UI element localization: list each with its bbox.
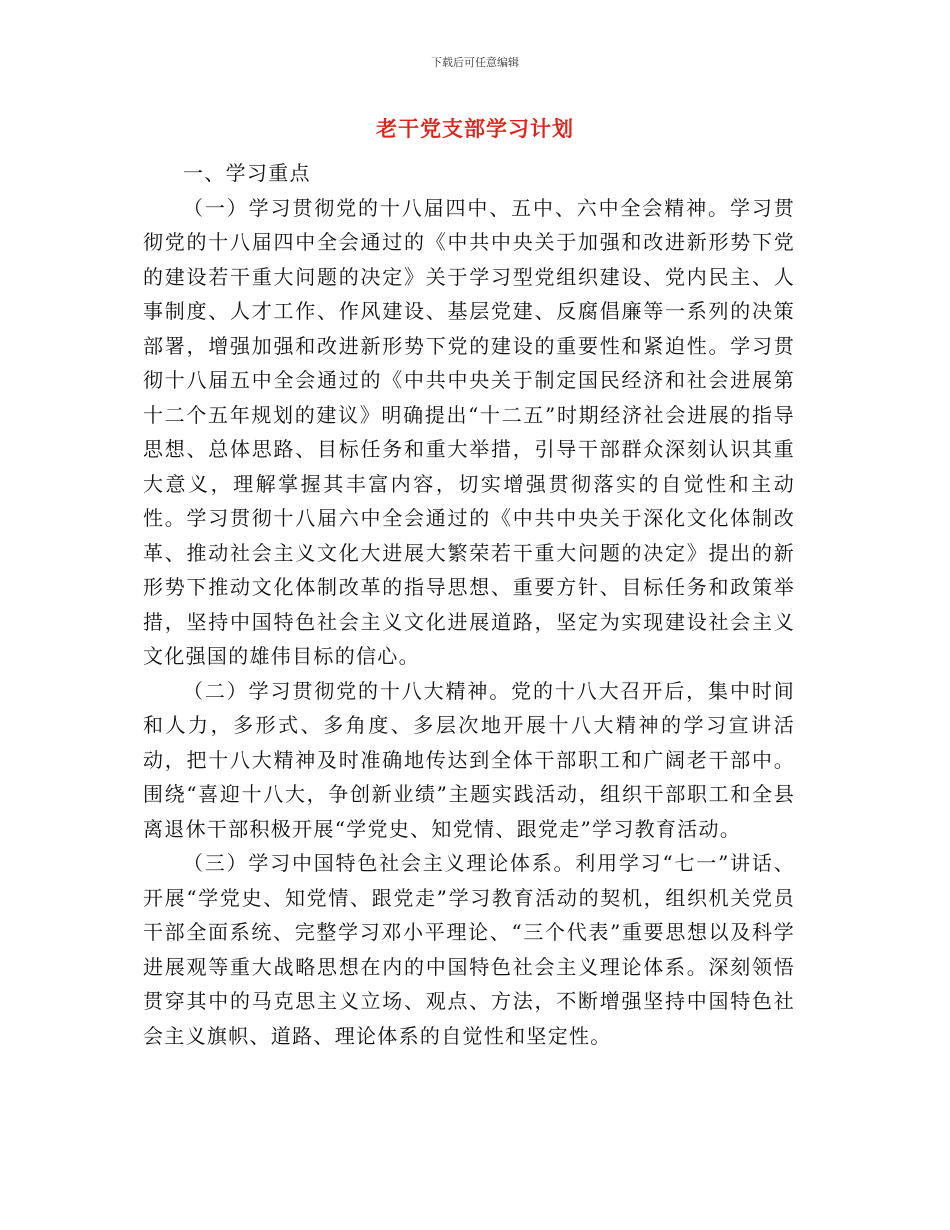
paragraph-3: （三）学习中国特色社会主义理论体系。利用学习“七一”讲话、开展“学党史、知党情、跟党走”学习教育活动的契机，组织机关党员干部全面系统、完整学习邓小平理论、“三个代表”重要思想以及科学进展观等重大战略思想在内的中国特色社会主义理论体系。深刻领悟贯穿其中的马克思主义立场、观点、方法，不断增强坚持中国特色社会主义旗帜、道路、理论体系的自觉性和坚定性。 xyxy=(143,851,795,1048)
header-note: 下载后可任意编辑 xyxy=(431,56,519,69)
document-title: 老干党支部学习计划 xyxy=(376,117,574,141)
section-heading-1: 一、学习重点 xyxy=(183,161,311,185)
paragraph-2: （二）学习贯彻党的十八大精神。党的十八大召开后，集中时间和人力，多形式、多角度、多层次地开展十八大精神的学习宣讲活动，把十八大精神及时准确地传达到全体干部职工和广阔老干部中。围绕“喜迎十八大，争创新业绩”主题实践活动，组织干部职工和全县离退休干部积极开展“学党史、知党情、跟党走”学习教育活动。 xyxy=(143,678,795,841)
paragraph-1: （一）学习贯彻党的十八届四中、五中、六中全会精神。学习贯彻党的十八届四中全会通过的《中共中央关于加强和改进新形势下党的建设若干重大问题的决定》关于学习型党组织建设、党内民主、人事制度、人才工作、作风建设、基层党建、反腐倡廉等一系列的决策部署，增强加强和改进新形势下党的建设的重要性和紧迫性。学习贯彻十八届五中全会通过的《中共中央关于制定国民经济和社会进展第十二个五年规划的建议》明确提出“十二五”时期经济社会进展的指导思想、总体思路、目标任务和重大举措，引导干部群众深刻认识其重大意义，理解掌握其丰富内容，切实增强贯彻落实的自觉性和主动性。学习贯彻十八届六中全会通过的《中共中央关于深化文化体制改革、推动社会主义文化大进展大繁荣若干重大问题的决定》提出的新形势下推动文化体制改革的指导思想、重要方针、目标任务和政策举措，坚持中国特色社会主义文化进展道路，坚定为实现建设社会主义文化强国的雄伟目标的信心。 xyxy=(143,195,795,668)
document-body xyxy=(143,156,795,1053)
